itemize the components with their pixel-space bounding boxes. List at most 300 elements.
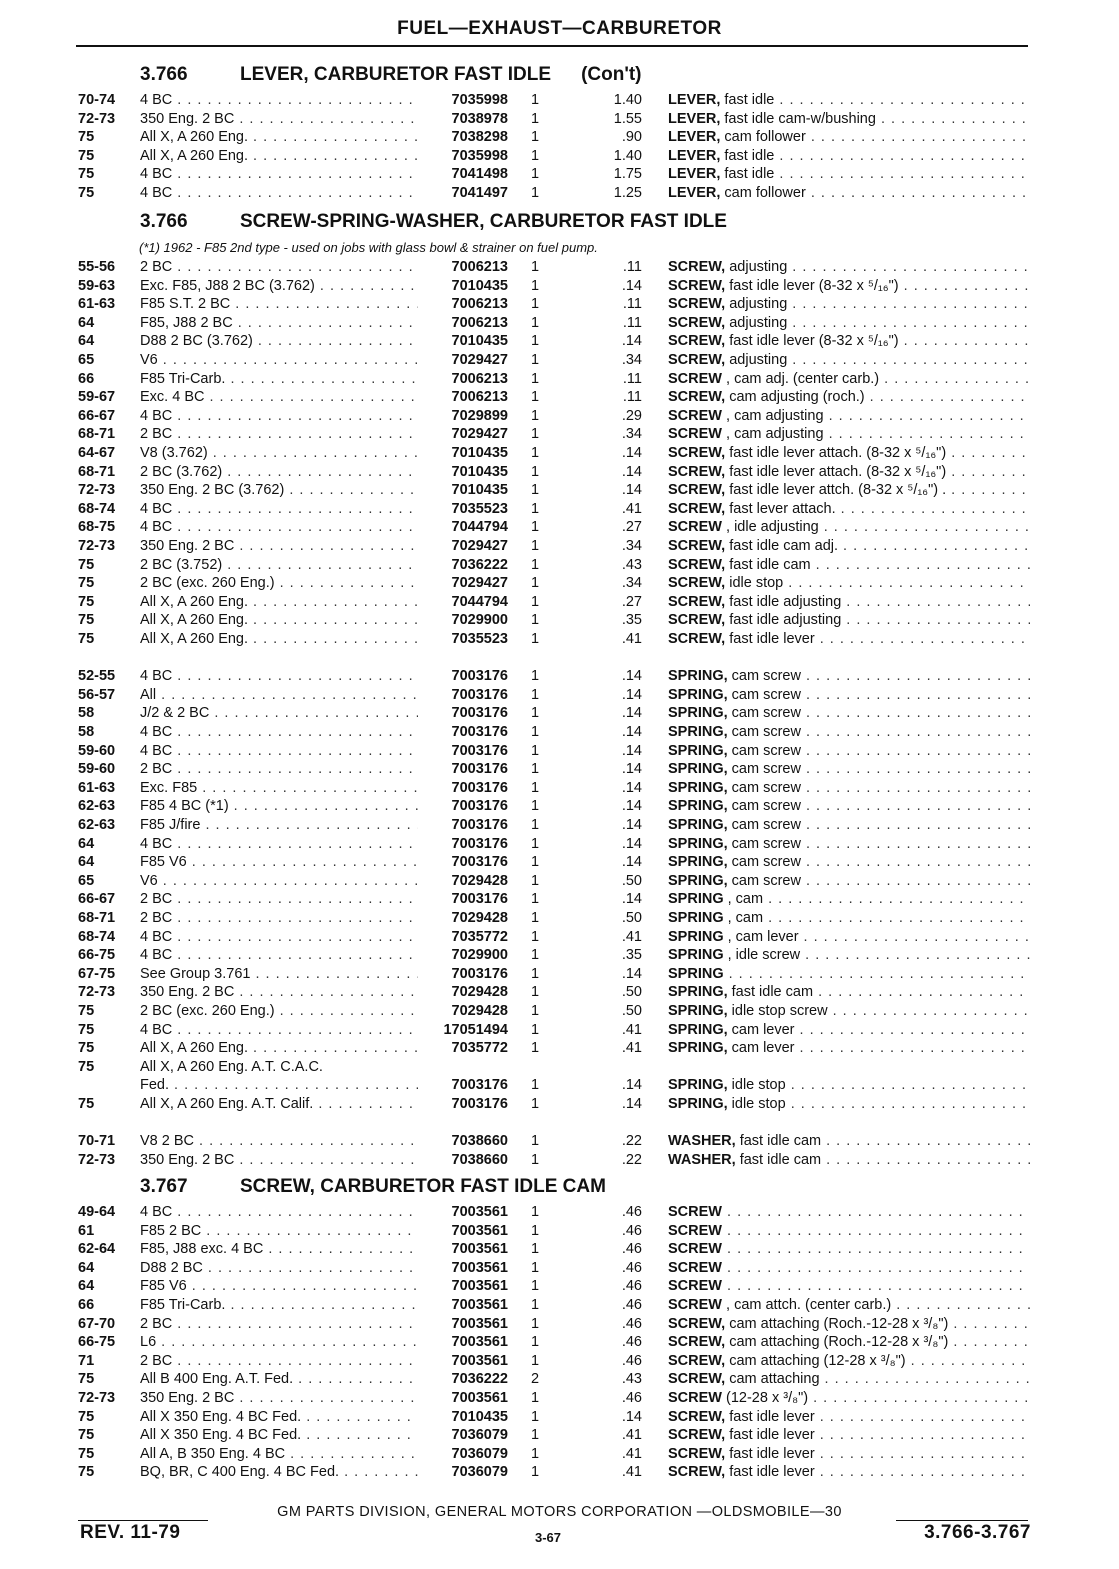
- application-text: All X, A 260 Eng.: [140, 631, 249, 647]
- price: .50: [621, 1003, 642, 1019]
- price: .14: [621, 761, 642, 778]
- model-years: 75: [78, 556, 95, 573]
- part-row: [0, 1002, 1119, 1021]
- description: [668, 872, 1030, 891]
- part-number: 7010435: [451, 482, 508, 499]
- quantity: 1: [530, 1222, 540, 1239]
- quantity: 1: [530, 668, 540, 685]
- part-number: 7036222: [451, 556, 508, 573]
- part-name: SPRING,: [668, 1077, 728, 1094]
- description: [668, 1095, 1030, 1114]
- price: .46: [621, 1259, 642, 1276]
- price: 1.25: [613, 185, 642, 201]
- application: [140, 835, 418, 854]
- part-name: SCREW,: [668, 1352, 726, 1369]
- quantity: 1: [530, 407, 540, 424]
- model-years: 61-63: [78, 779, 116, 796]
- part-detail: cam screw: [727, 705, 801, 722]
- part-name: SCREW,: [668, 1371, 726, 1388]
- model-years: 75: [78, 612, 95, 629]
- description: [668, 147, 1030, 166]
- part-row: [0, 1352, 1119, 1371]
- application: [140, 1389, 418, 1408]
- part-name: SPRING,: [668, 705, 728, 722]
- part-detail: cam attaching (Roch.-12-28 x ³/₈"): [725, 1315, 949, 1332]
- part-row: [0, 295, 1119, 314]
- part-row: [0, 425, 1119, 444]
- application: [140, 704, 418, 723]
- price: .14: [621, 742, 642, 759]
- application: [140, 165, 418, 184]
- description: [668, 909, 1030, 928]
- part-name: SCREW: [668, 370, 722, 387]
- section-heading: [140, 63, 642, 87]
- part-name: SCREW,: [668, 445, 726, 461]
- part-name: SCREW,: [668, 352, 726, 368]
- part-detail: fast idle adjusting: [725, 593, 842, 610]
- part-number: 7038298: [451, 129, 508, 146]
- part-row: [0, 556, 1119, 575]
- part-name: SCREW: [668, 426, 722, 443]
- quantity: 1: [530, 1003, 540, 1019]
- quantity: 1: [530, 593, 540, 610]
- application: [140, 556, 418, 575]
- application-text: 350 Eng. 2 BC: [140, 1151, 235, 1168]
- application-text: 2 BC: [140, 426, 173, 443]
- part-name: SPRING,: [668, 817, 728, 833]
- part-row: [0, 686, 1119, 705]
- part-number: 7003176: [451, 1077, 508, 1094]
- part-detail: , cam adjusting: [721, 407, 824, 424]
- description: [668, 1002, 1030, 1021]
- part-number: 7010435: [451, 333, 508, 350]
- quantity: 2: [530, 1371, 540, 1388]
- description: [668, 686, 1030, 705]
- application: [140, 1408, 418, 1427]
- part-row: [0, 667, 1119, 686]
- part-name: SCREW: [668, 519, 722, 536]
- price: .11: [622, 296, 642, 313]
- model-years: 49-64: [78, 1204, 116, 1220]
- part-number: 7029428: [451, 910, 508, 926]
- application-text: F85 Tri-Carb.: [140, 370, 226, 387]
- price: .41: [621, 1464, 642, 1481]
- application-text: Exc. F85: [140, 779, 198, 796]
- description: [668, 1277, 1030, 1296]
- description: [668, 110, 1030, 129]
- quantity: 1: [530, 1334, 540, 1351]
- application: [140, 184, 418, 203]
- part-detail: idle stop screw: [727, 1003, 828, 1019]
- application-text: F85 V6: [140, 854, 187, 871]
- price: .11: [622, 259, 642, 275]
- footer-rule-left: [78, 1520, 208, 1521]
- application-text: 2 BC (exc. 260 Eng.): [140, 1003, 275, 1019]
- quantity: 1: [530, 817, 540, 833]
- application-text: F85, J88 exc. 4 BC: [140, 1241, 264, 1258]
- price: .46: [621, 1297, 642, 1313]
- quantity: 1: [530, 1077, 540, 1094]
- part-row: [0, 1240, 1119, 1259]
- application-text: 4 BC: [140, 185, 173, 201]
- description: [668, 518, 1030, 537]
- part-number: 7003176: [451, 798, 508, 815]
- part-number: 7003561: [451, 1315, 508, 1332]
- application: [140, 91, 418, 110]
- part-number: 7035998: [451, 92, 508, 108]
- part-detail: cam screw: [727, 854, 801, 871]
- application-text: 4 BC: [140, 835, 173, 852]
- price: .50: [621, 910, 642, 926]
- part-name: SCREW,: [668, 500, 726, 517]
- part-row: [0, 704, 1119, 723]
- part-name: SPRING,: [668, 854, 728, 871]
- part-name: LEVER,: [668, 92, 721, 108]
- price: .46: [621, 1222, 642, 1239]
- description: [668, 779, 1030, 798]
- part-name: SCREW,: [668, 333, 726, 350]
- application-text: Exc. F85, J88 2 BC (3.762): [140, 277, 315, 294]
- application: [140, 1132, 418, 1151]
- application-text: F85 J/fire: [140, 817, 201, 833]
- part-name: SPRING,: [668, 1040, 728, 1057]
- application: [140, 816, 418, 835]
- continued-label: (Con't): [581, 64, 642, 85]
- part-number: 7003561: [451, 1259, 508, 1276]
- application-text: All X 350 Eng. 4 BC Fed.: [140, 1427, 302, 1444]
- part-detail: fast idle adjusting: [725, 612, 842, 629]
- part-number: 7038660: [451, 1133, 508, 1150]
- description: [668, 332, 1030, 351]
- quantity: 1: [530, 947, 540, 964]
- part-name: SCREW: [668, 407, 722, 424]
- part-detail: fast idle: [720, 92, 775, 108]
- description: [668, 1389, 1030, 1408]
- description: [668, 574, 1030, 593]
- quantity: 1: [530, 110, 540, 127]
- price: .41: [621, 1445, 642, 1462]
- part-row: [0, 258, 1119, 277]
- part-detail: fast idle lever: [725, 1408, 815, 1425]
- part-row: [0, 388, 1119, 407]
- part-name: SCREW,: [668, 575, 726, 592]
- description: [668, 928, 1030, 947]
- model-years: 62-63: [78, 817, 116, 833]
- application: [140, 518, 418, 537]
- application: [140, 630, 418, 649]
- part-row: [0, 1021, 1119, 1040]
- part-detail: fast idle cam: [735, 1133, 822, 1150]
- price: .46: [621, 1241, 642, 1258]
- price: .14: [621, 482, 642, 499]
- application: [140, 1203, 418, 1222]
- part-detail: cam lever: [727, 1040, 795, 1057]
- application: [140, 946, 418, 965]
- part-detail: cam screw: [727, 686, 801, 703]
- part-row: [0, 909, 1119, 928]
- model-years: 75: [78, 147, 95, 164]
- application-text: 350 Eng. 2 BC (3.762): [140, 482, 285, 499]
- part-row: [0, 1426, 1119, 1445]
- part-name: LEVER,: [668, 129, 721, 146]
- model-years: 59-60: [78, 761, 116, 778]
- model-years: 64: [78, 333, 95, 350]
- part-name: SPRING: [668, 928, 724, 945]
- application-text: 4 BC: [140, 519, 173, 536]
- part-number: 7003176: [451, 854, 508, 871]
- part-name: SCREW: [668, 1278, 722, 1295]
- model-years: 72-73: [78, 482, 116, 499]
- part-detail: adjusting: [725, 314, 788, 331]
- application-text: 2 BC (3.762): [140, 463, 223, 480]
- quantity: 1: [530, 1040, 540, 1057]
- application-text: L6: [140, 1334, 157, 1351]
- model-years: 75: [78, 1464, 95, 1481]
- application-text: 2 BC (3.752): [140, 556, 223, 573]
- application: [140, 1445, 418, 1464]
- application: [140, 277, 418, 296]
- part-name: SCREW,: [668, 612, 726, 629]
- price: .90: [621, 129, 642, 146]
- part-row: [0, 1277, 1119, 1296]
- part-row: [0, 1039, 1119, 1058]
- quantity: 1: [530, 1278, 540, 1295]
- price: .14: [621, 1077, 642, 1094]
- model-years: 68-71: [78, 426, 116, 443]
- price: .11: [622, 314, 642, 331]
- price: .43: [621, 556, 642, 573]
- application: [140, 444, 418, 463]
- quantity: 1: [530, 1315, 540, 1332]
- part-number: 7006213: [451, 314, 508, 331]
- part-number: 7036222: [451, 1371, 508, 1388]
- part-number: 7003176: [451, 817, 508, 833]
- part-number: 7038660: [451, 1151, 508, 1168]
- application: [140, 463, 418, 482]
- application-text: F85, J88 2 BC: [140, 314, 233, 331]
- part-row: [0, 1408, 1119, 1427]
- price: .50: [621, 984, 642, 1001]
- part-detail: fast idle lever attach. (8-32 x ⁵/₁₆"): [725, 445, 947, 461]
- quantity: 1: [530, 333, 540, 350]
- description: [668, 723, 1030, 742]
- description: [668, 667, 1030, 686]
- application: [140, 797, 418, 816]
- part-number: 7029428: [451, 984, 508, 1001]
- description: [668, 1463, 1030, 1482]
- part-row: [0, 91, 1119, 110]
- price: .34: [621, 538, 642, 554]
- application: [140, 1463, 418, 1482]
- description: [668, 760, 1030, 779]
- model-years: 64: [78, 314, 95, 331]
- part-number: 7036079: [451, 1445, 508, 1462]
- application: [140, 1021, 418, 1040]
- part-name: SPRING,: [668, 742, 728, 759]
- part-row: [0, 1151, 1119, 1170]
- price: .46: [621, 1390, 642, 1406]
- part-detail: adjusting: [725, 296, 788, 313]
- application: [140, 742, 418, 761]
- application: [140, 481, 418, 500]
- description: [668, 444, 1030, 463]
- description: [668, 1039, 1030, 1058]
- application: [140, 760, 418, 779]
- part-detail: cam attaching (Roch.-12-28 x ³/₈"): [725, 1334, 949, 1351]
- part-name: SCREW,: [668, 1408, 726, 1425]
- part-name: SCREW,: [668, 1445, 726, 1462]
- application-text: 4 BC: [140, 1204, 173, 1220]
- part-number: 7006213: [451, 389, 508, 406]
- description: [668, 1151, 1030, 1170]
- price: .29: [621, 407, 642, 424]
- footer-rule-right: [896, 1520, 1028, 1521]
- part-row: [0, 407, 1119, 426]
- application: [140, 258, 418, 277]
- quantity: 1: [530, 612, 540, 629]
- part-detail: fast idle lever: [725, 1445, 815, 1462]
- part-name: LEVER,: [668, 147, 721, 164]
- model-years: 72-73: [78, 538, 116, 554]
- application-text: All A, B 350 Eng. 4 BC: [140, 1445, 286, 1462]
- part-name: SPRING: [668, 965, 724, 982]
- price: .14: [621, 965, 642, 982]
- model-years: 64: [78, 854, 95, 871]
- part-name: SCREW: [668, 1204, 722, 1220]
- part-number: 7003176: [451, 686, 508, 703]
- part-row: [0, 537, 1119, 556]
- application: [140, 779, 418, 798]
- application-text: All B 400 Eng. A.T. Fed.: [140, 1371, 294, 1388]
- price: .14: [621, 798, 642, 815]
- description: [668, 91, 1030, 110]
- part-detail: cam screw: [727, 724, 801, 740]
- part-row: [0, 1222, 1119, 1241]
- part-row: [0, 314, 1119, 333]
- quantity: 1: [530, 1464, 540, 1481]
- part-number: 7010435: [451, 1408, 508, 1425]
- application: [140, 928, 418, 947]
- model-years: 75: [78, 593, 95, 610]
- price: .14: [621, 779, 642, 796]
- model-years: 66-67: [78, 891, 116, 908]
- model-years: 64: [78, 1278, 95, 1295]
- part-number: 7029899: [451, 407, 508, 424]
- model-years: 56-57: [78, 686, 116, 703]
- part-name: WASHER,: [668, 1151, 736, 1168]
- description: [668, 1240, 1030, 1259]
- model-years: 68-74: [78, 500, 116, 517]
- quantity: 1: [530, 965, 540, 982]
- revision-date: REV. 11-79: [80, 1522, 181, 1543]
- part-row: [0, 816, 1119, 835]
- application: [140, 537, 418, 556]
- description: [668, 463, 1030, 482]
- model-years: 62-63: [78, 798, 116, 815]
- part-number: 7003561: [451, 1352, 508, 1369]
- application-text: 4 BC: [140, 668, 173, 685]
- application-text: 4 BC: [140, 166, 173, 183]
- application-text: V6: [140, 872, 158, 889]
- application: [140, 332, 418, 351]
- application: [140, 1315, 418, 1334]
- part-detail: fast idle lever attch. (8-32 x ⁵/₁₆") .: [725, 482, 947, 499]
- description: [668, 500, 1030, 519]
- part-number: 7029900: [451, 612, 508, 629]
- quantity: 1: [530, 835, 540, 852]
- application-text: 2 BC (exc. 260 Eng.): [140, 575, 275, 592]
- price: .34: [621, 575, 642, 592]
- part-row: [0, 351, 1119, 370]
- application: [140, 1296, 418, 1315]
- application: [140, 611, 418, 630]
- section-number: 3.767: [140, 1176, 188, 1197]
- part-row: [0, 184, 1119, 203]
- section-number: 3.766: [140, 211, 188, 232]
- description: [668, 556, 1030, 575]
- model-years: 75: [78, 1003, 95, 1019]
- quantity: 1: [530, 445, 540, 461]
- application: [140, 370, 418, 389]
- part-number: 7044794: [451, 593, 508, 610]
- part-row: [0, 1203, 1119, 1222]
- part-row: [0, 853, 1119, 872]
- application-text: 4 BC: [140, 947, 173, 964]
- part-number: 7010435: [451, 445, 508, 461]
- part-row: [0, 518, 1119, 537]
- quantity: 1: [530, 556, 540, 573]
- footer-publisher: GM PARTS DIVISION, GENERAL MOTORS CORPORATION —OLDSMOBILE—30: [277, 1504, 842, 1520]
- price: .35: [621, 612, 642, 629]
- quantity: 1: [530, 314, 540, 331]
- model-years: 75: [78, 631, 95, 647]
- part-row: [0, 1095, 1119, 1114]
- price: .14: [621, 686, 642, 703]
- part-row: [0, 165, 1119, 184]
- price: .35: [621, 947, 642, 964]
- model-years: 75: [78, 1040, 95, 1057]
- part-row: [0, 277, 1119, 296]
- application-text: 4 BC: [140, 742, 173, 759]
- part-number: 7041498: [451, 166, 508, 183]
- model-years: 68-74: [78, 928, 116, 945]
- part-number: 7006213: [451, 370, 508, 387]
- description: [668, 1352, 1030, 1371]
- description: [668, 1132, 1030, 1151]
- part-detail: (12-28 x ³/₈"): [721, 1390, 809, 1406]
- part-name: SPRING: [668, 891, 724, 908]
- part-detail: , cam: [723, 910, 764, 926]
- part-row: [0, 983, 1119, 1002]
- part-detail: cam screw: [727, 835, 801, 852]
- application: [140, 1333, 418, 1352]
- model-years: 68-71: [78, 463, 116, 480]
- model-years: 66-75: [78, 947, 116, 964]
- part-row: [0, 147, 1119, 166]
- price: .22: [621, 1151, 642, 1168]
- part-number: 7035998: [451, 147, 508, 164]
- application: [140, 110, 418, 129]
- description: [668, 797, 1030, 816]
- quantity: 1: [530, 500, 540, 517]
- application-text: 2 BC: [140, 910, 173, 926]
- part-detail: fast idle lever (8-32 x ⁵/₁₆"): [725, 277, 899, 294]
- application-text: V8 (3.762): [140, 445, 208, 461]
- price: .27: [621, 593, 642, 610]
- part-detail: , cam attch. (center carb.): [721, 1297, 892, 1313]
- part-row: [0, 1076, 1119, 1095]
- quantity: 1: [530, 1427, 540, 1444]
